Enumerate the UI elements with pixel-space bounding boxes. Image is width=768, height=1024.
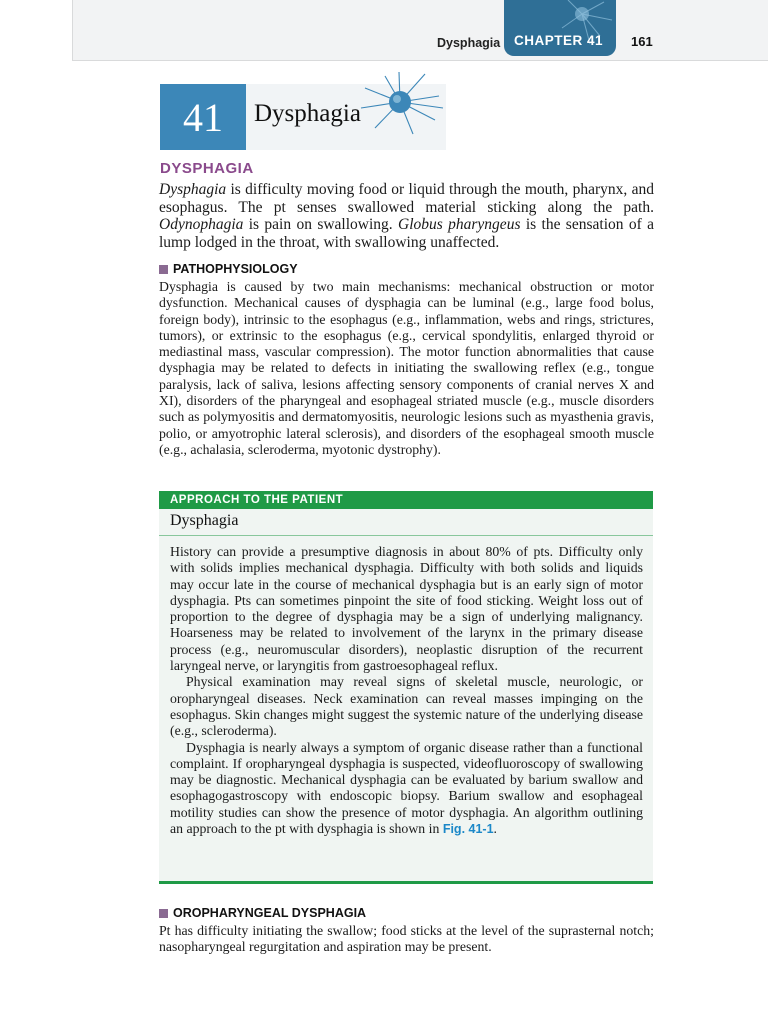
approach-paragraph: Physical examination may reveal signs of skeletal muscle, neurologic, or oropharyngeal diseases. Neck examination can reveal masses impinging on the esophagus. Skin changes might suggest the systemic nature of the underlying disease (e.g., scleroderma).	[170, 674, 643, 739]
approach-paragraph	[170, 740, 643, 838]
running-head-section: Dysphagia	[437, 36, 501, 50]
pathophysiology-heading-text: PATHOPHYSIOLOGY	[173, 262, 298, 276]
intro-text: is the sensation of a lump lodged in the throat, with swallowing unaffected.	[159, 216, 654, 251]
approach-box	[159, 491, 653, 884]
oropharyngeal-body: Pt has difficulty initiating the swallow; food sticks at the level of the suprasternal notch; nasopharyngeal regurgitation and aspiration may be present.	[159, 923, 654, 955]
chapter-number: 41	[160, 84, 246, 150]
chapter-title: Dysphagia	[254, 100, 361, 127]
figure-link[interactable]: Fig. 41-1	[442, 822, 494, 837]
approach-text	[170, 544, 643, 837]
page-header-band	[72, 0, 768, 61]
approach-band: APPROACH TO THE PATIENT	[159, 491, 653, 509]
section-heading: DYSPHAGIA	[160, 160, 254, 177]
intro-text: is difficulty moving food or liquid through the mouth, pharynx, and esophagus. The pt senses swallowed material sticking along the path.	[159, 181, 654, 216]
approach-paragraph-end: .	[493, 821, 497, 837]
square-bullet-icon	[159, 265, 168, 274]
pathophysiology-body: Dysphagia is caused by two main mechanisms: mechanical obstruction or motor dysfunction. Mechanical causes of dysphagia can be luminal (e.g., large food bolus, foreign body), intrinsic to the esophagus (e.g., inflammation, webs and rings, strictures, tumors), or extrinsic to the esophagus (e.g., cervical spondylitis, enlarged thyroid or mediastinal mass, vascular compression). The motor function abnormalities that cause dysphagia may be related to defects in initiating the swallowing reflex (e.g., tongue paralysis, lack of saliva, lesions affecting sensory components of cranial nerves X and XI), disorders of the pharyngeal and esophageal striated muscle (e.g., muscle disorders such as polymyositis and dermatomyositis, neurologic lesions such as myasthenia gravis, polio, or amyotrophic lateral sclerosis), and disorders of the esophageal smooth muscle (e.g., achalasia, scleroderma, myotonic dystrophy).	[159, 279, 654, 457]
pathophysiology-heading	[159, 262, 298, 276]
page-number: 161	[631, 34, 653, 49]
splash-icon	[355, 68, 445, 138]
intro-term-odynophagia: Odynophagia	[159, 216, 244, 233]
approach-paragraph-text: Dysphagia is nearly always a symptom of organic disease rather than a functional complaint. If oropharyngeal dysphagia is suspected, videofluoroscopy of swallowing may be diagnostic. Mechanical dysphagia can be evaluated by barium swallow and esophagogastroscopy with endoscopic biopsy. Barium swallow and esophageal motility studies can show the presence of motor dysphagia. An algorithm outlining an approach to the pt with dysphagia is shown in	[170, 739, 643, 837]
running-head	[437, 33, 510, 53]
approach-divider	[159, 535, 653, 536]
approach-paragraph: History can provide a presumptive diagnosis in about 80% of pts. Difficulty only with solids implies mechanical dysphagia. Difficulty with both solids and liquids may occur late in the course of mechanical dysphagia but is an early sign of motor dysphagia. Pts can sometimes pinpoint the site of food sticking. Weight loss out of proportion to the degree of dysphagia may be a sign of underlying malignancy. Hoarseness may be related to involvement of the larynx in the primary disease process (e.g., neuromuscular disorders), neoplastic disruption of the recurrent laryngeal nerve, or laryngitis from gastroesophageal reflux.	[170, 544, 643, 674]
oropharyngeal-heading	[159, 906, 366, 920]
approach-subtitle: Dysphagia	[170, 512, 239, 529]
square-bullet-icon	[159, 909, 168, 918]
intro-term-dysphagia: Dysphagia	[159, 181, 227, 198]
intro-term-globus: Globus pharyngeus	[398, 216, 521, 233]
oropharyngeal-heading-text: OROPHARYNGEAL DYSPHAGIA	[173, 906, 367, 920]
intro-text: is pain on swallowing.	[243, 216, 399, 233]
intro-paragraph	[159, 181, 654, 251]
running-head-chapter: CHAPTER 41	[514, 33, 604, 48]
